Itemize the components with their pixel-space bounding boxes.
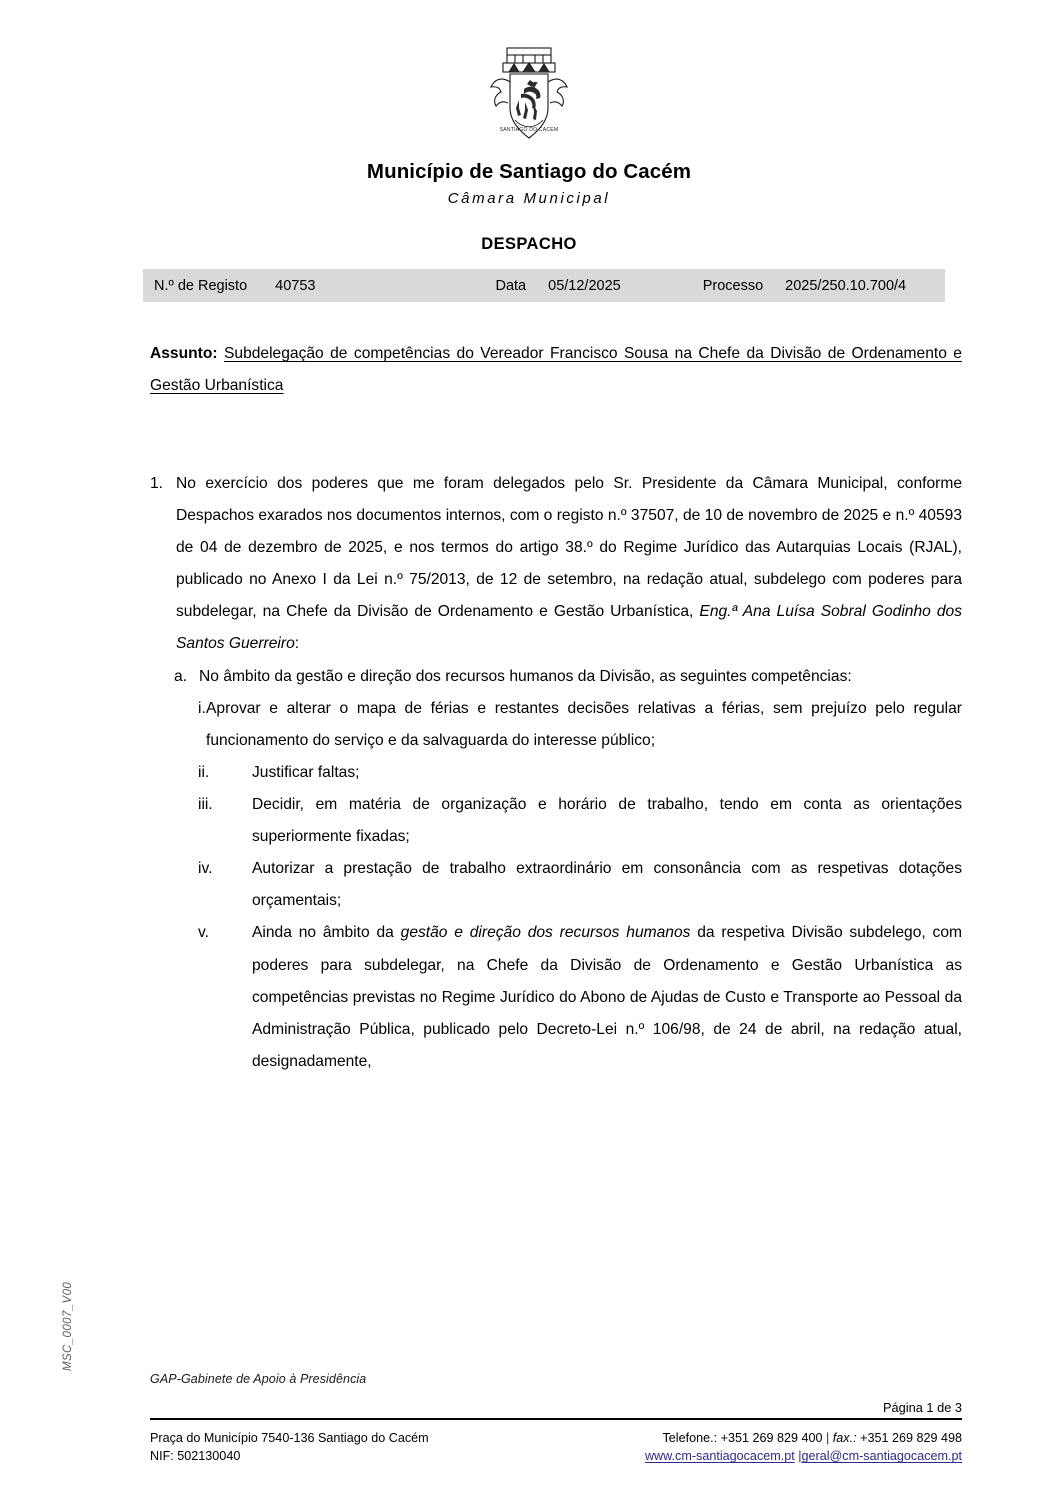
clause-text-part2: da respetiva Divisão subdelego, com poderes para subdelegar, na Chefe da Divisão de Ordenamento e Gestão Urbanística as competências previstas no Regime Jurídico do Abono de Ajudas de Custo e Transporte ao Pessoal da Administração Pública, publicado pelo Decreto-Lei n.º 106/98, de 24 de abril, na redação atual, designadamente, xyxy=(252,924,963,1070)
footer-divider xyxy=(150,1418,962,1420)
process-value: 2025/250.10.700/4 xyxy=(785,277,907,294)
clause-text: No âmbito da gestão e direção dos recursos humanos da Divisão, as seguintes competências: xyxy=(199,667,852,685)
footer-contact-block xyxy=(150,1429,962,1466)
document-type-heading: DESPACHO xyxy=(481,235,577,253)
svg-text:SANTIAGO DO CACÉM: SANTIAGO DO CACÉM xyxy=(499,127,559,133)
clause-item-a xyxy=(174,661,962,693)
subject-text: Subdelegação de competências do Vereador Francisco Sousa na Chefe da Divisão de Ordenamento e Gestão Urbanística xyxy=(150,345,962,394)
clause-item-1 xyxy=(150,468,962,661)
contact-divider: | xyxy=(826,1431,830,1445)
clause-text: Justificar faltas; xyxy=(252,763,360,781)
fax-label: fax.: xyxy=(832,1431,857,1445)
clause-text-part1: Ainda no âmbito da xyxy=(252,924,401,942)
date-value: 05/12/2025 xyxy=(548,277,621,294)
clause-text: Aprovar e alterar o mapa de férias e restantes decisões relativas a férias, sem prejuízo pelo regular funcionamento do serviço e da salvaguarda do interesse público; xyxy=(206,699,962,749)
clause-item-ii xyxy=(198,757,962,789)
clause-text xyxy=(252,917,962,1078)
address-line-1: Praça do Município 7540-136 Santiago do Cacém xyxy=(150,1431,429,1445)
clause-marker: iv. xyxy=(198,860,213,878)
contact-divider: | xyxy=(798,1449,802,1464)
clause-text: Decidir, em matéria de organização e horário de trabalho, tendo em conta as orientações superiormente fixadas; xyxy=(252,796,962,846)
registry-label: N.º de Registo xyxy=(154,277,248,294)
clause-text: Autorizar a prestação de trabalho extraordinário em consonância com as respetivas dotações orçamentais; xyxy=(252,860,962,910)
clause-item-iii xyxy=(198,789,962,853)
clause-marker: v. xyxy=(198,924,209,942)
web-email-line xyxy=(645,1447,962,1465)
clause-item-iv xyxy=(198,853,962,917)
fax-value: +351 269 829 498 xyxy=(860,1431,962,1445)
clause-marker: a. xyxy=(174,667,188,685)
clause-marker: i. xyxy=(198,699,206,717)
document-meta-band xyxy=(143,269,945,302)
clause-marker: iii. xyxy=(198,796,213,813)
document-footer xyxy=(150,1372,962,1466)
phone-fax-line xyxy=(645,1429,962,1447)
website-link[interactable]: www.cm-santiagocacem.pt xyxy=(644,1449,795,1464)
clause-item-i xyxy=(198,693,962,757)
clause-text-part2: : xyxy=(294,635,300,653)
clause-text xyxy=(176,468,962,661)
emphasis-phrase: gestão e direção dos recursos humanos xyxy=(400,924,691,942)
footer-department: GAP-Gabinete de Apoio à Presidência xyxy=(150,1372,367,1386)
footer-contacts xyxy=(645,1429,962,1466)
organization-title: Município de Santiago do Cacém xyxy=(366,160,692,183)
phone-value: Telefone.: +351 269 829 400 xyxy=(662,1431,823,1445)
clause-marker: ii. xyxy=(198,763,210,781)
clause-item-v xyxy=(198,917,962,1078)
footer-address xyxy=(150,1429,429,1466)
date-label: Data xyxy=(495,277,527,294)
organization-subtitle: Câmara Municipal xyxy=(447,190,611,207)
registry-value: 40753 xyxy=(275,277,316,294)
subject-label: Assunto: xyxy=(150,345,218,362)
clause-text-part1: No exercício dos poderes que me foram delegados pelo Sr. Presidente da Câmara Municipal, conforme Despachos exarados nos documentos internos, com o registo n.º 37507, de 10 de novembro de 2025 e n.º 40593 de 04 de dezembro de 2025, e nos termos do artigo 38.º do Regime Jurídico das Autarquias Locais (RJAL), publicado no Anexo I da Lei n.º 75/2013, de 12 de setembro, na redação atual, subdelego com poderes para subdelegar, na Chefe da Divisão de Ordenamento e Gestão Urbanística, xyxy=(176,474,962,621)
address-line-2: NIF: 502130040 xyxy=(150,1449,241,1464)
process-label: Processo xyxy=(702,277,764,294)
document-header xyxy=(0,0,1058,254)
page-number: Página 1 de 3 xyxy=(883,1400,962,1415)
document-body xyxy=(150,338,962,1078)
document-version-code: MSC_0007_V00 xyxy=(62,1281,74,1371)
delegate-name: Eng.ª Ana Luísa Sobral Godinho dos Santos Guerreiro xyxy=(176,603,963,653)
coat-of-arms-icon xyxy=(483,42,575,146)
email-link[interactable]: geral@cm-santiagocacem.pt xyxy=(801,1449,962,1464)
clause-marker: 1. xyxy=(150,474,164,492)
numbered-clause-list xyxy=(150,468,962,1078)
subject-line xyxy=(150,338,962,402)
